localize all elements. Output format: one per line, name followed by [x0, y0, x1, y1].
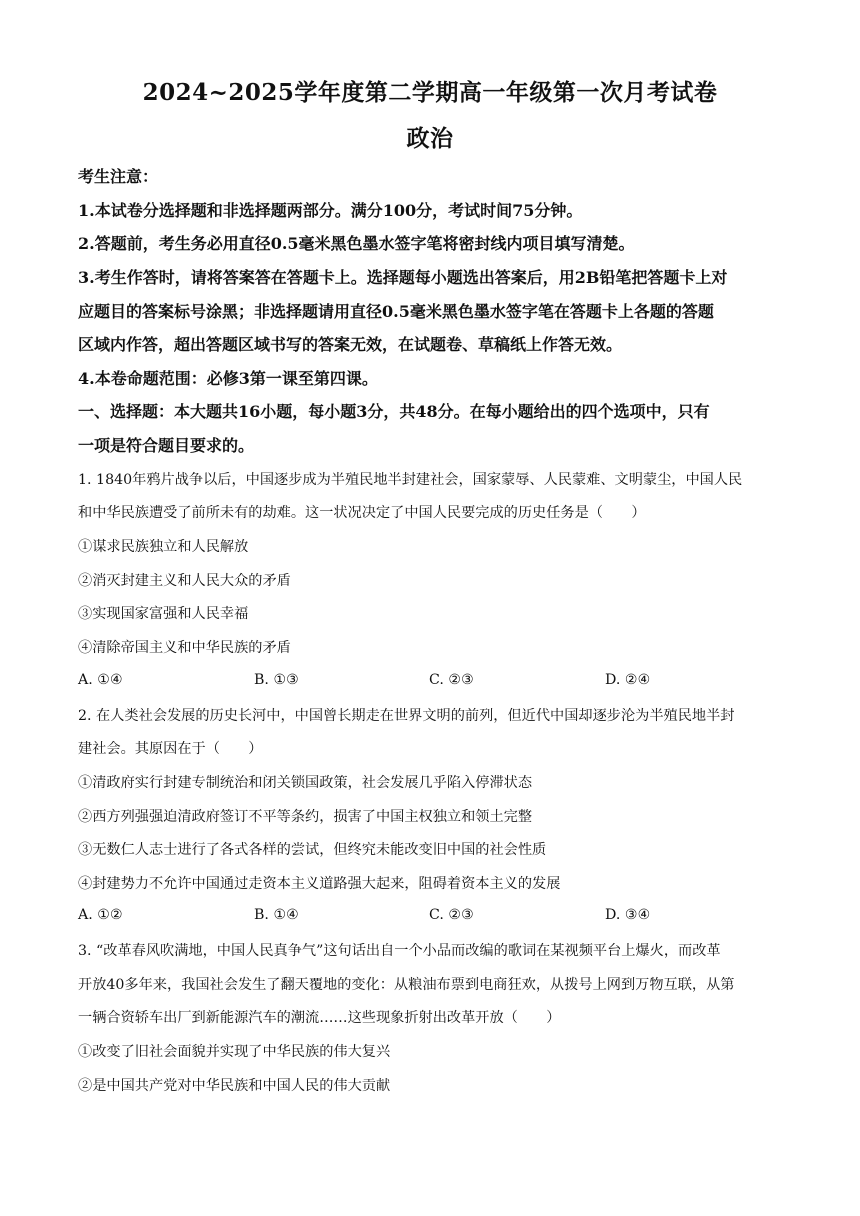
question-1-option-d: D. ②④ [605, 672, 651, 688]
question-2-option-d: D. ③④ [605, 907, 651, 923]
section-heading-cont: 一项是符合题目要求的。 [78, 436, 255, 455]
notice-heading: 考生注意： [78, 167, 159, 186]
question-3-statement-2: ②是中国共产党对中华民族和中国人民的伟大贡献 [78, 1078, 391, 1094]
question-1-option-c: C. ②③ [429, 672, 474, 688]
exam-title: 2024~2025学年度第二学期高一年级第一次月考试卷 [142, 79, 718, 106]
question-2-statement-2: ②西方列强强迫清政府签订不平等条约，损害了中国主权独立和领土完整 [78, 809, 533, 825]
notice-item-3: 3.考生作答时，请将答案答在答题卡上。选择题每小题选出答案后，用2B铅笔把答题卡上对 [78, 268, 728, 287]
question-1-options [78, 672, 788, 694]
question-1-statement-3: ③实现国家富强和人民幸福 [78, 606, 249, 622]
question-2-options [78, 907, 788, 929]
section-heading: 一、选择题：本大题共16小题，每小题3分，共48分。在每小题给出的四个选项中，只有 [78, 402, 710, 421]
subject-title: 政治 [406, 125, 454, 152]
question-2-statement-3: ③无数仁人志士进行了各式各样的尝试，但终究未能改变旧中国的社会性质 [78, 842, 547, 858]
question-2-option-a: A. ①② [78, 907, 123, 923]
notice-item-1: 1.本试卷分选择题和非选择题两部分。满分100分，考试时间75分钟。 [78, 201, 583, 220]
notice-item-4: 4.本卷命题范围：必修3第一课至第四课。 [78, 369, 378, 388]
question-1-stem: 1. 1840年鸦片战争以后，中国逐步成为半殖民地半封建社会，国家蒙辱、人民蒙难、文明蒙尘，中国人民 [78, 472, 743, 488]
notice-item-3-cont2: 区域内作答，超出答题区域书写的答案无效，在试题卷、草稿纸上作答无效。 [78, 335, 623, 354]
question-1-option-a: A. ①④ [78, 672, 123, 688]
question-1-statement-4: ④清除帝国主义和中华民族的矛盾 [78, 640, 291, 656]
question-1-statement-2: ②消灭封建主义和人民大众的矛盾 [78, 573, 291, 589]
question-1-option-b: B. ①③ [254, 672, 299, 688]
question-2-option-c: C. ②③ [429, 907, 474, 923]
question-2-option-b: B. ①④ [254, 907, 299, 923]
notice-item-3-cont: 应题目的答案标号涂黑；非选择题请用直径0.5毫米黑色墨水签字笔在答题卡上各题的答题 [78, 302, 714, 321]
notice-item-2: 2.答题前，考生务必用直径0.5毫米黑色墨水签字笔将密封线内项目填写清楚。 [78, 234, 635, 253]
question-1-stem-cont: 和中华民族遭受了前所未有的劫难。这一状况决定了中国人民要完成的历史任务是（ ） [78, 505, 646, 521]
question-3-stem: 3. “改革春风吹满地，中国人民真争气”这句话出自一个小品而改编的歌词在某视频平台上爆火，而改革 [78, 943, 721, 959]
question-3-stem-cont: 开放40多年来，我国社会发生了翻天覆地的变化：从粮油布票到电商狂欢，从拨号上网到万物互联，从第 [78, 977, 735, 993]
question-2-stem: 2. 在人类社会发展的历史长河中，中国曾长期走在世界文明的前列，但近代中国却逐步沦为半殖民地半封 [78, 708, 735, 724]
question-3-stem-cont2: 一辆合资轿车出厂到新能源汽车的潮流……这些现象折射出改革开放（ ） [78, 1010, 561, 1026]
question-1-statement-1: ①谋求民族独立和人民解放 [78, 539, 249, 555]
question-2-stem-cont: 建社会。其原因在于（ ） [78, 741, 263, 757]
question-2-statement-1: ①清政府实行封建专制统治和闭关锁国政策，社会发展几乎陷入停滞状态 [78, 775, 533, 791]
question-3-statement-1: ①改变了旧社会面貌并实现了中华民族的伟大复兴 [78, 1044, 391, 1060]
question-2-statement-4: ④封建势力不允许中国通过走资本主义道路强大起来，阻碍着资本主义的发展 [78, 876, 561, 892]
